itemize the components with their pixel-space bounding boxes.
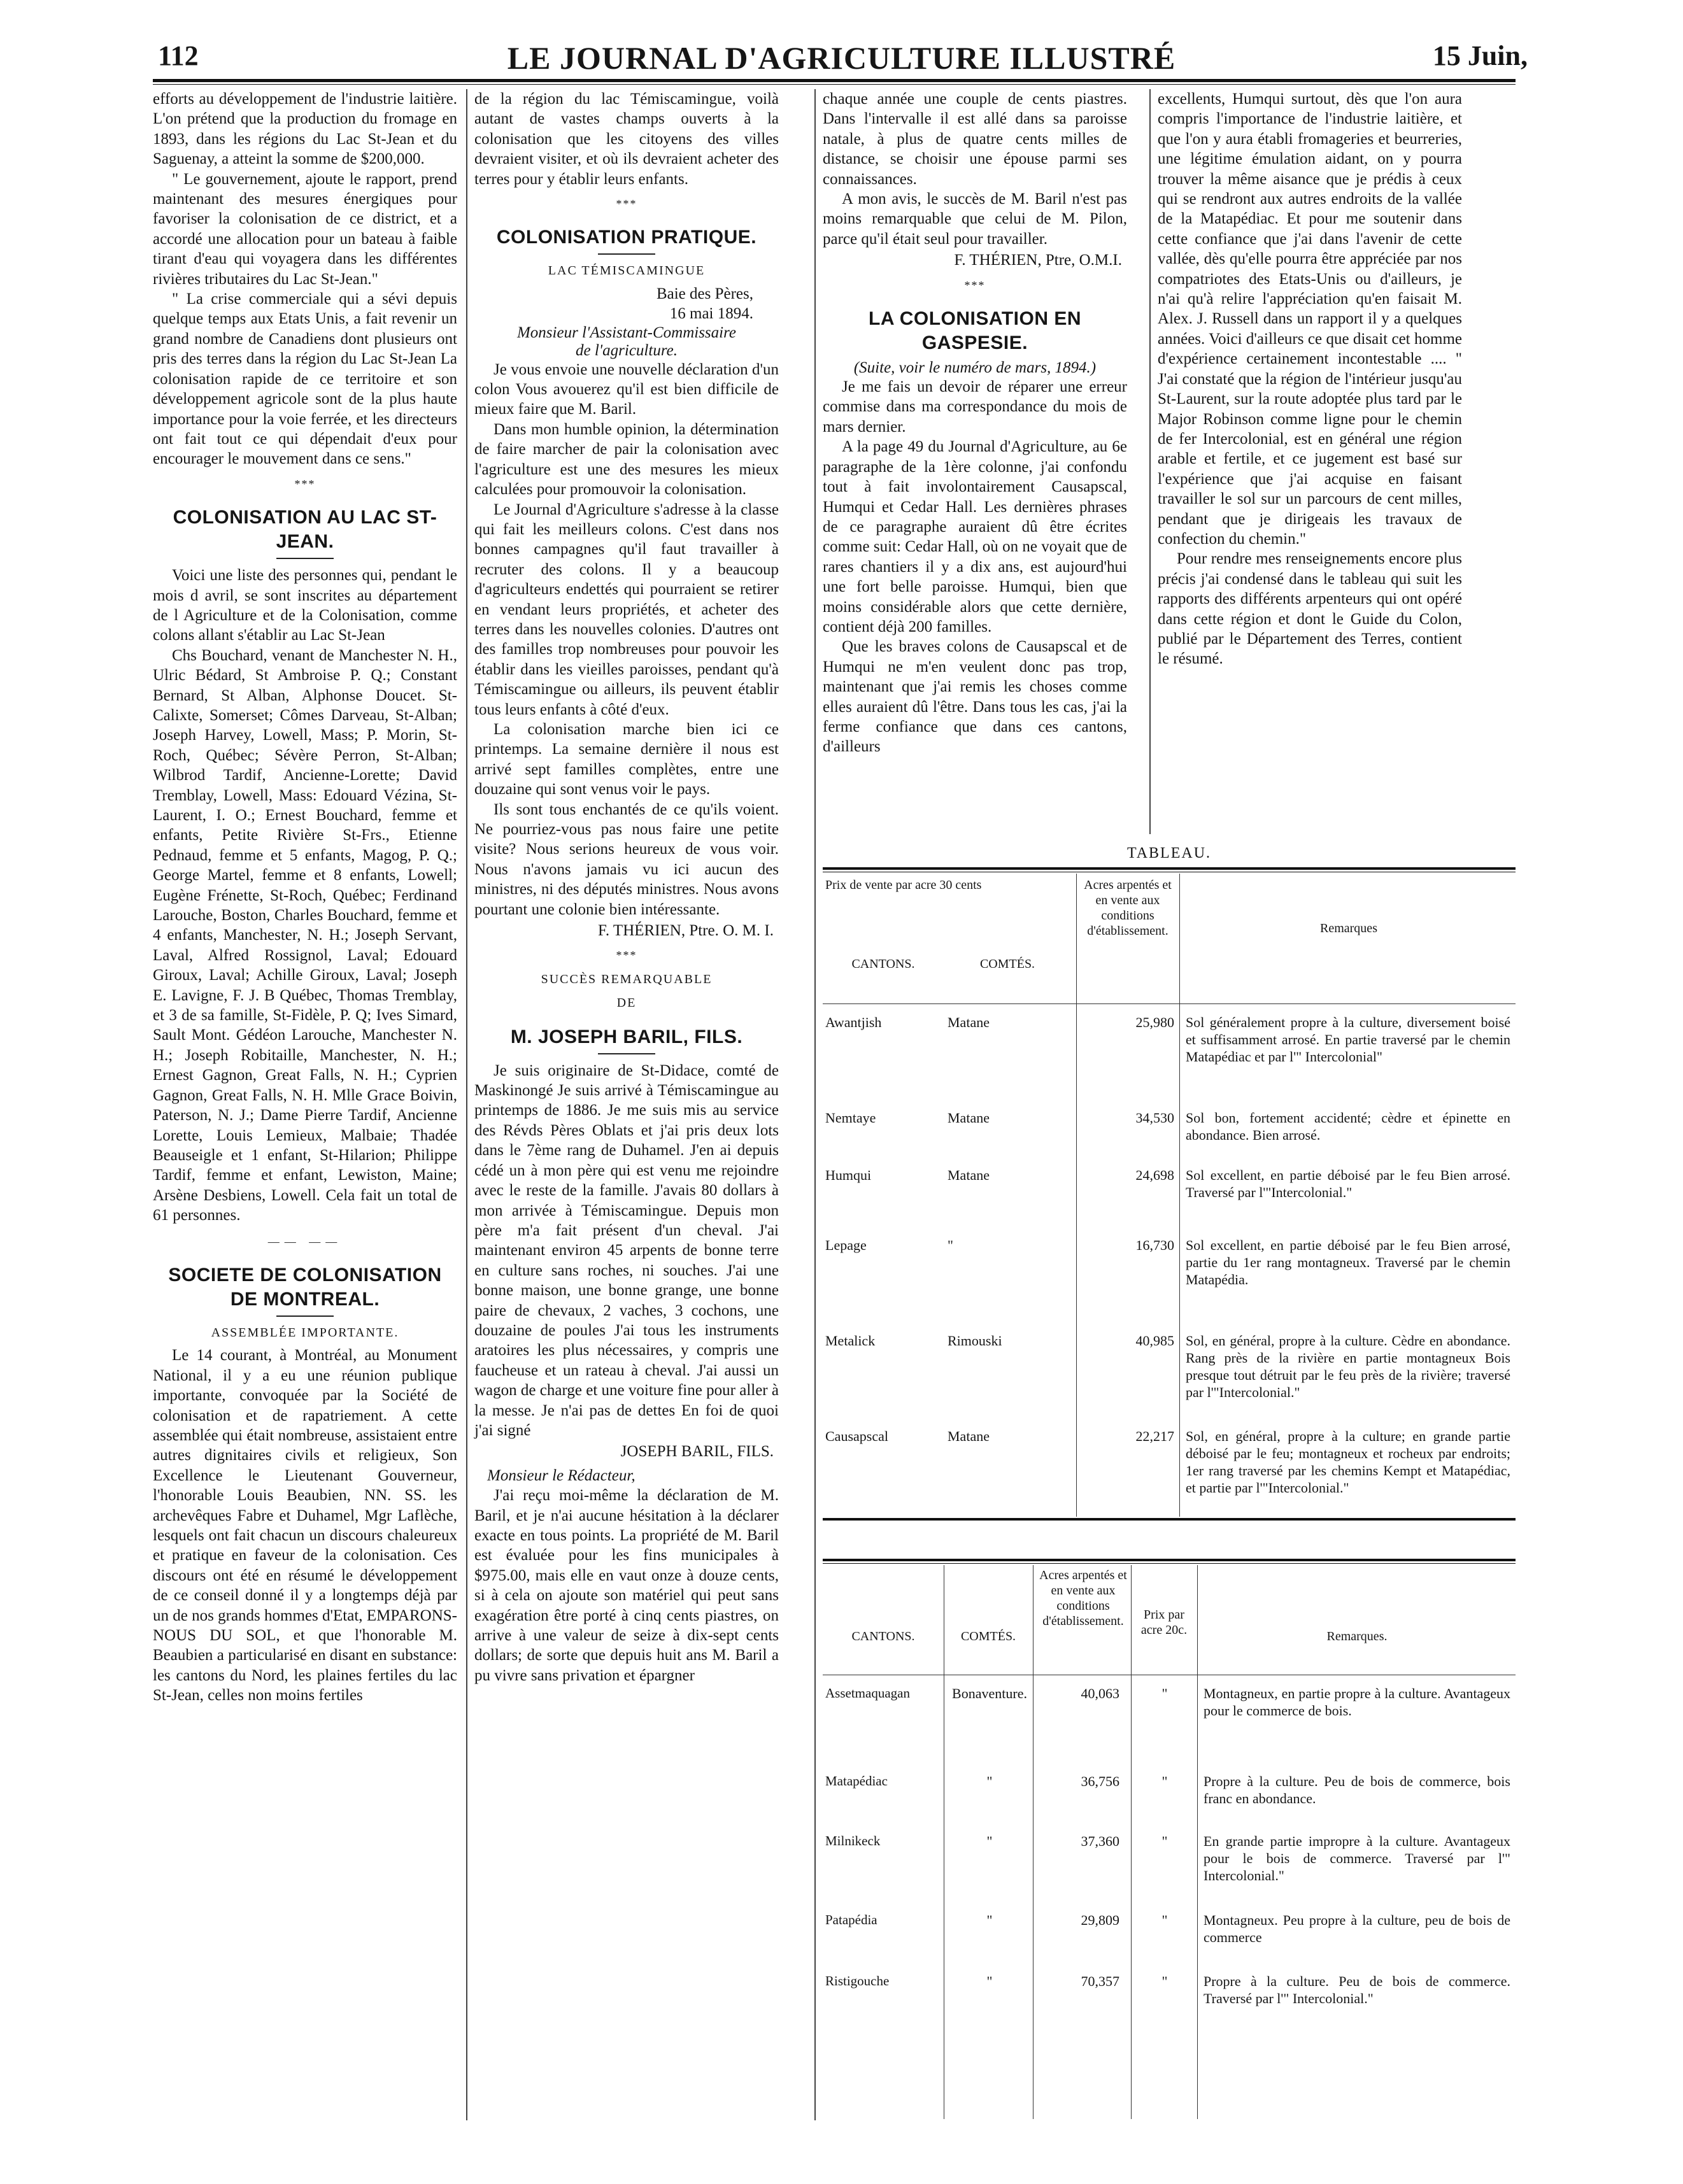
cell-remarques: Montagneux, en partie propre à la culture. Avantageux pour le commerce de bois.: [1204, 1685, 1510, 1719]
cell-acres: 40,985: [1135, 1333, 1174, 1349]
article-paragraph: " La crise commerciale qui a sévi depuis quelque temps aux Etats Unis, a fait revenir un grand nombre de Canadiens dont plusieurs ont pris des terres dans la région du Lac St-Jean La colonisation rapide de ce territoire et son développement agricole sont de la plus haute importance pour la voie ferrée, et les directeurs ont fait tout ce qui dépendait d'eux pour encourager le mouvement dans ce sens.": [153, 290, 457, 468]
column-rule: [814, 89, 816, 2120]
article-paragraph: Pour rendre mes renseignements encore plus précis j'ai condensé dans le tableau qui suit les rapports des différents arpenteurs qui ont opéré dans cette région et dont le Guide du Colon, publié par le Département des Terres, contient le résumé.: [1158, 550, 1462, 668]
cell-canton: Matapédiac: [825, 1773, 888, 1789]
column-rule: [466, 89, 467, 2120]
cell-remarques: Sol généralement propre à la culture, diversement boisé et suffisamment arrosé. En partie traversé par le chemin Matapédiac et par l'" Intercolonial": [1186, 1014, 1510, 1065]
cell-remarques: En grande partie impropre à la culture. Avantageux pour le bois de commerce. Traversé par l'" Intercolonial.": [1204, 1833, 1510, 1883]
table-top-rule: [823, 867, 1516, 870]
cell-acres: 34,530: [1135, 1110, 1174, 1126]
article-paragraph: Dans mon humble opinion, la détermination de faire marcher de pair la colonisation avec l'agriculture est une des mesures les mieux calculées pour promouvoir la colonisation.: [474, 420, 779, 499]
dateline-date: 16 mai 1894.: [669, 305, 753, 323]
article-paragraph: efforts au développement de l'industrie laitière. L'on prétend que la production du fromage en 1893, dans les régions du Lac St-Jean et du Saguenay, a atteint la somme de $200,000.: [153, 90, 457, 168]
header-acres: Acres arpentés et en vente aux conditions d'établissement.: [1039, 1568, 1127, 1628]
signature: JOSEPH BARIL, FILS.: [620, 1443, 774, 1461]
short-rule: [598, 253, 655, 255]
article-paragraph: Je me fais un devoir de réparer une erreur commise dans ma correspondance du mois de mars dernier.: [823, 378, 1127, 436]
issue-date: 15 Juin,: [1432, 40, 1528, 71]
newspaper-title: LE JOURNAL D'AGRICULTURE ILLUSTRÉ: [507, 40, 1176, 76]
cell-acres: 25,980: [1135, 1014, 1174, 1030]
cell-acres: 70,357: [1081, 1973, 1119, 1989]
column-divider: [1131, 1565, 1132, 2119]
column-1: [153, 89, 457, 2127]
section-separator: —— ——: [267, 1235, 343, 1248]
article-paragraph: Le Journal d'Agriculture s'adresse à la classe qui fait les meilleurs colons. C'est dans nos bonnes campagnes qu'il faut travailler à recruter des colons. Il y a beaucoup d'agriculteurs endettés qui pourraient se retirer en vendant leurs propriétés, et acheter des terres dans les nouvelles colonies. D'autres ont des familles trop nombreuses pour pouvoir les établir dans les vieilles paroisses, pendant qu'à Témiscamingue ou ailleurs, ils peuvent établir tous leurs enfants à côté d'eux.: [474, 500, 779, 718]
cell-comte: ": [986, 1973, 993, 1989]
short-rule: [598, 1053, 655, 1054]
cell-comte: ": [986, 1833, 993, 1849]
page-number: 112: [158, 40, 199, 71]
cell-canton: Causapscal: [825, 1428, 888, 1444]
cell-comte: Matane: [948, 1428, 990, 1444]
cell-comte: Rimouski: [948, 1333, 1002, 1349]
cell-remarques: Sol, en général, propre à la culture. Cèdre en abondance. Rang près de la rivière en partie montagneux Bois presque tout détruit par le feu près de la rivière; traversé par l'"Intercolonial.": [1186, 1333, 1510, 1400]
cell-acres: 40,063: [1081, 1685, 1119, 1701]
cell-remarques: Sol excellent, en partie déboisé par le feu Bien arrosé. Traversé par l'"Intercolonial.": [1186, 1167, 1510, 1200]
cell-comte: ": [948, 1237, 953, 1253]
table-surveyors-20c: [823, 1559, 1516, 2119]
cell-canton: Milnikeck: [825, 1833, 881, 1848]
article-paragraph: Je vous envoie une nouvelle déclaration d'un colon Vous avouerez qu'il est bien difficile de mieux faire que M. Baril.: [474, 360, 779, 418]
article-paragraph: A mon avis, le succès de M. Baril n'est pas moins remarquable que celui de M. Pilon, parce qu'il était seul pour travailler.: [823, 190, 1127, 248]
headline-colonisation-pratique: COLONISATION PRATIQUE.: [496, 227, 757, 248]
table-top-rule: [823, 1559, 1516, 1561]
article-paragraph: Je suis originaire de St-Didace, comté de Maskinongé Je suis arrivé à Témiscamingue au printemps de 1886. Je me suis mis au service des Révds Pères Oblats et j'ai pris deux lots dans le 7ème rang de Duhamel. J'en ai depuis cédé un à mon père qui est venu me rejoindre avec le reste de la famille. J'avais 80 dollars à mon arrivée à Témiscamingue. Depuis mon père m'a fait présent d'un cheval. J'ai maintenant environ 45 arpents de bonne terre en culture sans roches, ni souches. J'ai une bonne maison, une bonne grange, une bonne paire de chevaux, 2 vaches, 3 cochons, une douzaine de poules J'ai tous les instruments aratoires les plus nécessaires, y compris une faucheuse et un rateau à cheval. J'ai aussi un wagon de charge et une voiture fine pour aller à la messe. Je n'ai pas de dettes En foi de quoi j'ai signé: [474, 1061, 779, 1439]
column-4: [1158, 89, 1462, 840]
header-rule: [153, 79, 1516, 82]
header-remarques: Remarques: [1320, 921, 1377, 935]
article-paragraph: A la page 49 du Journal d'Agriculture, au 6e paragraphe de la 1ère colonne, j'ai confondu tout à fait involontairement Causapscal, Humqui et Cedar Hall. Les dernières phrases de ce paragraphe auraient dû être écrites comme suit: Cedar Hall, où on ne voyait que de rares chantiers il y a dix ans, est aujourd'hui une fort belle paroisse. Humqui, bien que moins considérable alors que cette dernière, contient déjà 200 familles.: [823, 438, 1127, 635]
page-header: [0, 39, 1683, 78]
table-bottom-rule: [823, 1518, 1516, 1521]
section-ornament: ***: [294, 477, 316, 490]
cell-acres: 22,217: [1135, 1428, 1174, 1444]
header-acres: Acres arpentés et en vente aux conditions d'établissement.: [1084, 878, 1172, 938]
header-cantons: CANTONS.: [851, 957, 915, 971]
section-ornament: ***: [616, 949, 637, 962]
cell-remarques: Sol excellent, en partie déboisé par le feu Bien arrosé, partie du 1er rang montagneux. Traversé par le chemin Matapédia.: [1186, 1237, 1510, 1287]
column-divider: [1179, 874, 1180, 1517]
dateline-place: Baie des Pères,: [656, 285, 753, 302]
article-paragraph: chaque année une couple de cents piastres. Dans l'intervalle il est allé dans sa paroisse natale, à plus de quatre cents milles de distance, se choisir une épouse parmi ses connaissances.: [823, 90, 1127, 188]
article-paragraph: de la région du lac Témiscamingue, voilà autant de vastes champs ouverts à la colonisation que les citoyens des villes devraient visiter, et où ils devraient acheter des terres pour y établir leurs enfants.: [474, 90, 779, 188]
article-paragraph: J'ai reçu moi-même la déclaration de M. Baril, et je n'ai aucune hésitation à la déclarer exacte en tous points. La propriété de M. Baril est évaluée pour les fins municipales à $975.00, mais elle en vaut onze à douze cents, si à cela on ajoute son matériel qui peut sans exagération être porté à cinq cents piastres, on arrive à une valeur de seize à dix-sept cents dollars; de sorte que depuis huit ans M. Baril a pu vivre sans privation et épargner: [474, 1487, 779, 1684]
cell-comte: Matane: [948, 1014, 990, 1030]
article-paragraph: Voici une liste des personnes qui, pendant le mois d avril, se sont inscrites au département de l Agriculture et de la Colonisation, comme colons allant s'établir au Lac St-Jean: [153, 567, 457, 644]
cell-acres: 24,698: [1135, 1167, 1174, 1183]
article-paragraph: La colonisation marche bien ici ce printemps. La semaine dernière il nous est arrivé sept familles complètes, entre une douzaine qui sont venus voir le pays.: [474, 720, 779, 798]
headline-succes-line2: DE: [616, 996, 637, 1010]
header-cantons: CANTONS.: [851, 1629, 915, 1643]
cell-price: ": [1161, 1912, 1168, 1928]
table-caption: TABLEAU.: [1126, 845, 1212, 862]
header-remarques: Remarques.: [1326, 1629, 1388, 1643]
suite-note: (Suite, voir le numéro de mars, 1894.): [853, 359, 1097, 377]
cell-comte: Bonaventure.: [952, 1685, 1027, 1701]
cell-canton: Nemtaye: [825, 1110, 876, 1126]
subheading-lac-temiscamingue: LAC TÉMISCAMINGUE: [548, 264, 706, 278]
short-rule: [276, 558, 334, 559]
column-2: [474, 89, 779, 2127]
cell-remarques: Propre à la culture. Peu de bois de commerce, bois franc en abondance.: [1204, 1773, 1510, 1806]
cell-canton: Metalick: [825, 1333, 876, 1349]
subheading-assemblee: ASSEMBLÉE IMPORTANTE.: [211, 1325, 399, 1340]
column-divider: [1197, 1565, 1198, 2119]
header-rule-thin: [153, 84, 1516, 85]
addressee: Monsieur l'Assistant-Commissaire: [516, 323, 737, 341]
addressee-title: de l'agriculture.: [576, 341, 678, 359]
cell-remarques: Sol, en général, propre à la culture; en grande partie déboisé par le feu; montagneux et rocheux par endroits; 1er rang traversé par les chemins Kempt et Matapédiac, et partie par l'"Intercolonial.": [1186, 1428, 1510, 1496]
signature: F. THÉRIEN, Ptre, O.M.I.: [954, 252, 1122, 269]
table-surveyors-30c: [823, 867, 1516, 1522]
headline-joseph-baril: M. JOSEPH BARIL, FILS.: [510, 1026, 743, 1047]
cell-price: ": [1161, 1973, 1168, 1989]
headline-lac-st-jean: COLONISATION AU LAC ST-JEAN.: [173, 507, 437, 553]
header-price: Prix par acre 20c.: [1140, 1608, 1188, 1637]
header-rule: [823, 1003, 1516, 1004]
article-paragraph: Ils sont tous enchantés de ce qu'ils voient. Ne pourriez-vous pas nous faire une petite visite? Nous serions heureux de vous voir. Nous n'avons jamais vu ici aucun des ministres, ni des députés ministres. Nous avons pourtant une colonie bien intéressante.: [474, 800, 779, 918]
cell-canton: Ristigouche: [825, 1973, 890, 1989]
cell-price: ": [1161, 1773, 1168, 1789]
cell-canton: Assetmaquagan: [825, 1685, 910, 1701]
headline-societe-colonisation: SOCIETE DE COLONISATION DE MONTREAL.: [168, 1264, 442, 1310]
cell-remarques: Sol bon, fortement accidenté; cèdre et épinette en abondance. Bien arrosé.: [1186, 1110, 1510, 1143]
headline-succes-line1: SUCCÈS REMARQUABLE: [541, 972, 713, 986]
cell-price: ": [1161, 1685, 1168, 1701]
cell-acres: 36,756: [1081, 1773, 1119, 1789]
column-divider: [1076, 874, 1077, 1517]
cell-canton: Awantjish: [825, 1014, 882, 1030]
section-ornament: ***: [964, 278, 986, 292]
cell-canton: Patapédia: [825, 1912, 877, 1927]
headline-gaspesie: LA COLONISATION EN GASPESIE.: [869, 308, 1081, 354]
cell-comte: ": [986, 1912, 993, 1928]
salutation: Monsieur le Rédacteur,: [487, 1466, 636, 1484]
header-price: Prix de vente par acre 30 cents: [825, 878, 982, 892]
article-paragraph: excellents, Humqui surtout, dès que l'on aura compris l'importance de l'industrie laitière, et que l'on y aura établi fromageries et beurreries, une légitime émulation aidant, on y pourra trouver la même aisance que je prédis à ceux qui se rendront aux autres endroits de la vallée de la Matapédiac. Et pour me soutenir dans cette confiance que j'ai dans l'avenir de cette vallée, dès qu'elle pourra être appréciée par nos compatriotes des Etats-Unis ou d'ailleurs, je n'ai qu'à relire l'appréciation qu'en faisait M. Alex. J. Russell dans un rapport il y a quelques années. Voici d'ailleurs ce que disait cet homme d'expérience certainement incontestable .... " J'ai constaté que la région de l'intérieur jusqu'au St-Laurent, sur la route adoptée plus tard par le Major Robinson comme ligne pour le chemin de fer Intercolonial, est en général une région arable et fertile, et ce jugement est basé sur l'expérience que j'ai acquise en faisant travailler le sol sur un parcours de cent milles, pendant que je dirigeais les travaux de confection du chemin.": [1158, 90, 1462, 548]
article-paragraph: Le 14 courant, à Montréal, au Monument National, il y a eu une réunion publique importante, convoquée par la Société de colonisation et de rapatriement. A cette assemblée qui était nombreuse, assistaient entre autres dignitaires civils et religieux, Son Excellence le Lieutenant Gouverneur, l'honorable Louis Beaubien, NN. SS. les archevêques Fabre et Duhamel, Mgr Laflèche, lesquels ont fait chacun un discours chaleureux et pratique en faveur de la colonisation. Ces discours ont été en résumé le développement de ce conseil donné il y a longtemps déjà par un de nos grands hommes d'Etat, EMPARONS-NOUS DU SOL, et que l'honorable M. Beaubien a particularisé en disant en substance: les cantons du Nord, les plaines fertiles du lac St-Jean, celles non moins fertiles: [153, 1347, 457, 1705]
cell-acres: 37,360: [1081, 1833, 1119, 1849]
cell-comte: Matane: [948, 1167, 990, 1183]
column-rule: [1149, 89, 1151, 834]
cell-remarques: Montagneux. Peu propre à la culture, peu de bois de commerce: [1204, 1912, 1510, 1945]
table-top-rule-thin: [823, 1563, 1516, 1564]
cell-remarques: Propre à la culture. Peu de bois de commerce. Traversé par l'" Intercolonial.": [1204, 1973, 1510, 2006]
header-comtes: COMTÉS.: [979, 957, 1035, 971]
section-ornament: ***: [616, 197, 637, 211]
short-rule: [276, 1315, 334, 1317]
cell-canton: Humqui: [825, 1167, 872, 1183]
cell-canton: Lepage: [825, 1237, 867, 1253]
cell-acres: 16,730: [1135, 1237, 1174, 1253]
cell-price: ": [1161, 1833, 1168, 1849]
article-paragraph: Que les braves colons de Causapscal et de Humqui ne m'en veulent donc pas trop, maintenant que j'ai remis les choses comme elles auraient dû l'être. Dans tous les cas, j'ai la ferme confiance que dans ces cantons, d'ailleurs: [823, 638, 1127, 756]
cell-acres: 29,809: [1081, 1912, 1119, 1928]
article-paragraph: " Le gouvernement, ajoute le rapport, prend maintenant des mesures énergiques pour favoriser la colonisation de ce district, et a accordé une allocation pour un bateau à faible tirant d'eau qui voyagera dans les différentes rivières tributaires du Lac St-Jean.": [153, 170, 457, 288]
colonist-list: Chs Bouchard, venant de Manchester N. H., Ulric Bédard, St Ambroise P. Q.; Constant Bernard, St Alban, Alphonse Doucet. St-Calixte, Somerset; Cômes Darveau, St-Alban; Joseph Harvey, Lowell, Mass; P. Morin, St-Roch, Québec; Sévère Perron, St-Alban; Wilbrod Tardif, Ancienne-Lorette; David Tremblay, Lowell, Mass: Edouard Vézina, St-Laurent, I. O.; Ernest Bouchard, femme et enfants, Petite Rivière St-Frs., Etienne Pednaud, femme et 5 enfants, Magog, P. Q.; George Martel, femme et 8 enfants, Lowell; Eugène Frénette, St-Roch, Québec; Ferdinand Larouche, Boston, Charles Bouchard, femme et 4 enfants, Manchester, N. H.; Joseph Servant, Laval, Alfred Rossignol, Laval; Edouard Giroux, Laval; Achille Giroux, Laval; Joseph E. Lavigne, F. J. B Québec, Thomas Tremblay, et 3 de sa famille, St-Fidèle, P. Q; Ives Simard, Sault Mont. Gédéon Larouche, Manchester N. H.; Joseph Robitaille, Manchester, N. H.; Ernest Gagnon, Great Falls, N. H.; Cyprien Gagnon, Great Falls, N. H. Mlle Grace Boivin, Paterson, N. J.; Dame Pierre Tardif, Ancienne Lorette, Louis Lemieux, Malbaie; Thadée Beauseigle et 1 enfant, St-Hilarion; Philippe Tardif, femme et enfant, Lewiston, Maine; Arsène Desbiens, Lowell. Cela fait un total de 61 personnes.: [153, 646, 457, 1224]
cell-comte: ": [986, 1773, 993, 1789]
column-3: [823, 89, 1127, 840]
header-comtes: COMTÉS.: [960, 1629, 1016, 1643]
signature: F. THÉRIEN, Ptre. O. M. I.: [597, 922, 774, 940]
cell-comte: Matane: [948, 1110, 990, 1126]
